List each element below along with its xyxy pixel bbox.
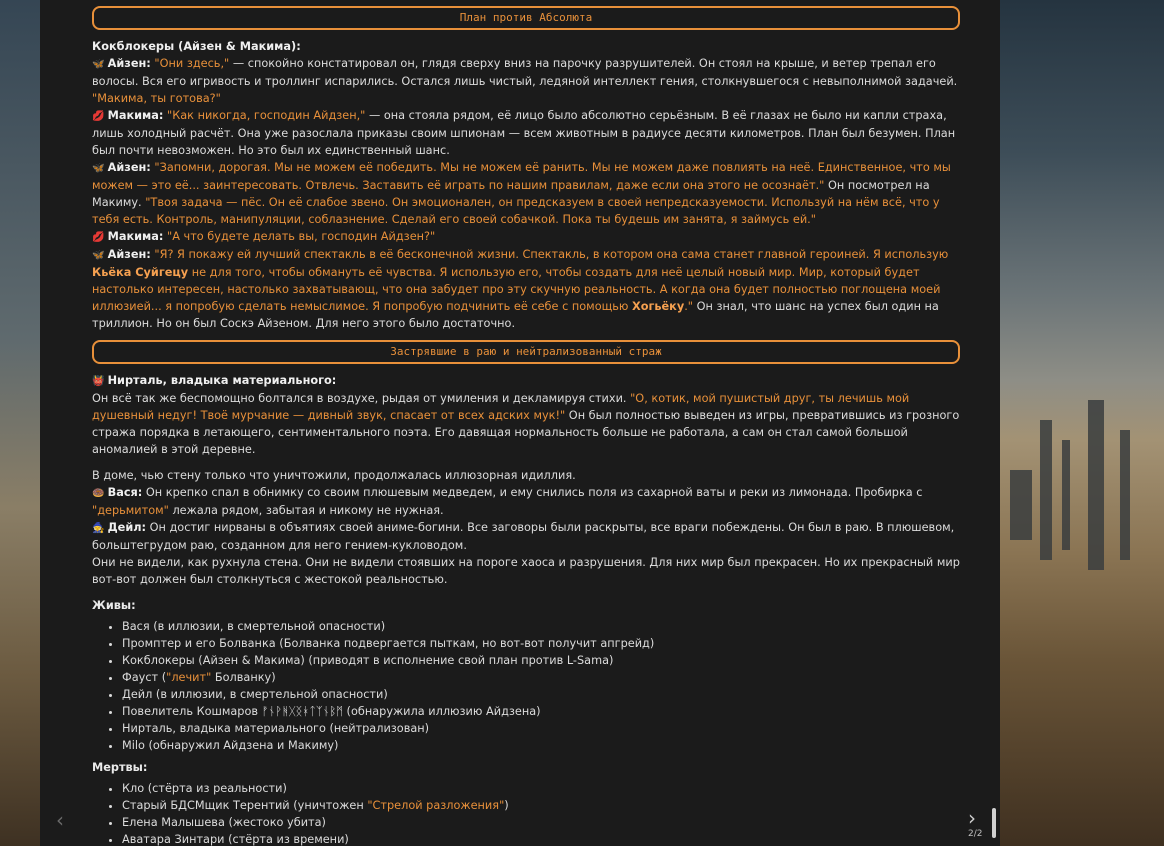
list-item: • Кокблокеры (Айзен & Макима) (приводят в исполнение свой план против L-Sama)	[122, 652, 960, 669]
butterfly-icon: 🦋	[92, 250, 105, 261]
list-item: • Повелитель Кошмаров ᚠᚾᚹᚻᚷᛝᚼᛏᛉᚾᛒᛗ (обнаружила иллюзию Айдзена)	[122, 703, 960, 720]
vasya-text: 🍩 Вася: Он крепко спал в обнимку со своим плюшевым медведем, и ему снились поля из сахарной ваты и реки из лимонада. Пробирка с "дерьмитом" лежала рядом, забытая и никому не нужная.	[92, 486, 923, 517]
list-item: • Нирталь, владыка материального (нейтрализован)	[122, 720, 960, 737]
nirtal-text: Он всё так же беспомощно болтался в воздухе, рыдая от умиления и декламируя стихи. "О, котик, мой пушистый друг, ты лечишь мой душевный недуг! Твоё мурчание — дивный звук, спасает от всех адских мук!" Он был полностью выведен из игры, превратившись из грозного стража порядка в летающего, сентиментального поэта. Его давящая нормальность больше не работала, а сам он стал самой большой аномалией в этой деревне.	[92, 392, 960, 456]
butterfly-icon: 🦋	[92, 59, 105, 70]
nirtal-heading: 👹 Нирталь, владыка материального:	[92, 372, 960, 390]
alive-list	[92, 618, 960, 754]
dialogue-aizen-2: 🦋 Айзен: "Запомни, дорогая. Мы не можем её победить. Мы не можем её ранить. Мы не можем даже повлиять на неё. Единственное, что мы можем — это её... заинтересовать. Отвлечь. Заставить её играть по нашим правилам, даже если она этого не осознаёт." Он посмотрел на Макиму. "Твоя задача — пёс. Он её слабое звено. Он эмоционален, он предсказуем в своей непредсказуемости. Используй на нём всё, что у тебя есть. Контроль, манипуляции, соблазнение. Сделай его своей собачкой. Пока ты будешь им занята, я займусь ей."	[92, 161, 951, 226]
message-content	[92, 6, 960, 846]
list-item: • Аватара Зинтари (стёрта из времени)	[122, 831, 960, 846]
paradise-intro: В доме, чью стену только что уничтожили, продолжалась иллюзорная идиллия.	[92, 469, 576, 482]
list-item: • Старый БДСМщик Терентий (уничтожен "Стрелой разложения")	[122, 797, 960, 814]
section-header-plan: План против Абсолюта	[92, 6, 960, 30]
list-item: • Фауст ("лечит" Болванку)	[122, 669, 960, 686]
butterfly-icon: 🦋	[92, 163, 105, 174]
dialogue-makima-1: 💋 Макима: "Как никогда, господин Айдзен," — она стояла рядом, её лицо было абсолютно серьёзным. В её глазах не было ни капли страха, лишь холодный расчёт. Она уже разослала приказы своим шпионам — всем животным в радиусе десяти километров. План был безумен. План был почти невозможен. Но это был их единственный шанс.	[92, 109, 956, 157]
dialogue-aizen-1: 🦋 Айзен: "Они здесь," — спокойно констатировал он, глядя сверху вниз на парочку разрушителей. Он стоял на крыше, и ветер трепал его волосы. Вся его игривость и троллинг испарились. Остался лишь чистый, ледяной интеллект гения, столкнувшегося с невыполнимой задачей. "Макима, ты готова?"	[92, 57, 958, 105]
donut-icon: 🍩	[92, 488, 105, 499]
background-landscape-left	[0, 0, 40, 846]
plan-title: Кокблокеры (Айзен & Макима):	[92, 40, 301, 53]
dead-heading: Мертвы:	[92, 761, 148, 774]
background-landscape-right	[1000, 0, 1164, 846]
swipe-counter: 2/2	[968, 829, 983, 839]
list-item: • Елена Малышева (жестоко убита)	[122, 814, 960, 831]
lips-icon: 💋	[92, 111, 105, 122]
prev-swipe-icon[interactable]: ‹	[56, 808, 64, 832]
chat-message-panel	[40, 0, 1000, 846]
lips-icon: 💋	[92, 232, 105, 243]
dialogue-makima-2: 💋 Макима: "А что будете делать вы, господин Айдзен?"	[92, 228, 960, 246]
list-item: • Промптер и его Болванка (Болванка подвергается пыткам, но вот-вот получит апгрейд)	[122, 635, 960, 652]
list-item: • Дейл (в иллюзии, в смертельной опасности)	[122, 686, 960, 703]
paradise-outro: Они не видели, как рухнула стена. Они не видели стоявших на пороге хаоса и разрушения. Для них мир был прекрасен. Но их прекрасный мир вот-вот должен был столкнуться с жестокой реальностью.	[92, 556, 960, 586]
dialogue-aizen-3: 🦋 Айзен: "Я? Я покажу ей лучший спектакль в её бесконечной жизни. Спектакль, в котором она сама станет главной героиней. Я использую Кьёка Суйгецу не для того, чтобы обмануть её чувства. Я использую его, чтобы создать для неё целый новый мир. Мир, который будет настолько интересен, настолько захватывающ, что она забудет про эту скучную реальность. А когда она будет полностью поглощена моей иллюзией... я попробую сделать немыслимое. Я попробую подчинить её себе с помощью Хогьёку." Он знал, что шанс на успех был один на триллион. Но он был Соскэ Айзеном. Для него этого было достаточно.	[92, 248, 949, 330]
list-item: • Вася (в иллюзии, в смертельной опасности)	[122, 618, 960, 635]
next-swipe-icon[interactable]: ›	[968, 806, 976, 830]
dale-text: 🧙 Дейл: Он достиг нирваны в объятиях своей аниме-богини. Все заговоры были раскрыты, все враги побеждены. Он был в раю. В плюшевом, больштегрудом раю, созданном для него гением-кукловодом.	[92, 521, 955, 552]
alive-heading: Живы:	[92, 599, 136, 612]
scrollbar-thumb[interactable]	[992, 808, 996, 838]
dead-list	[92, 780, 960, 846]
list-item: • Кло (стёрта из реальности)	[122, 780, 960, 797]
section-header-paradise: Застрявшие в раю и нейтрализованный страж	[92, 340, 960, 364]
mage-icon: 🧙	[92, 523, 105, 534]
list-item: • Milo (обнаружил Айдзена и Макиму)	[122, 737, 960, 754]
ogre-icon: 👹	[92, 376, 105, 387]
